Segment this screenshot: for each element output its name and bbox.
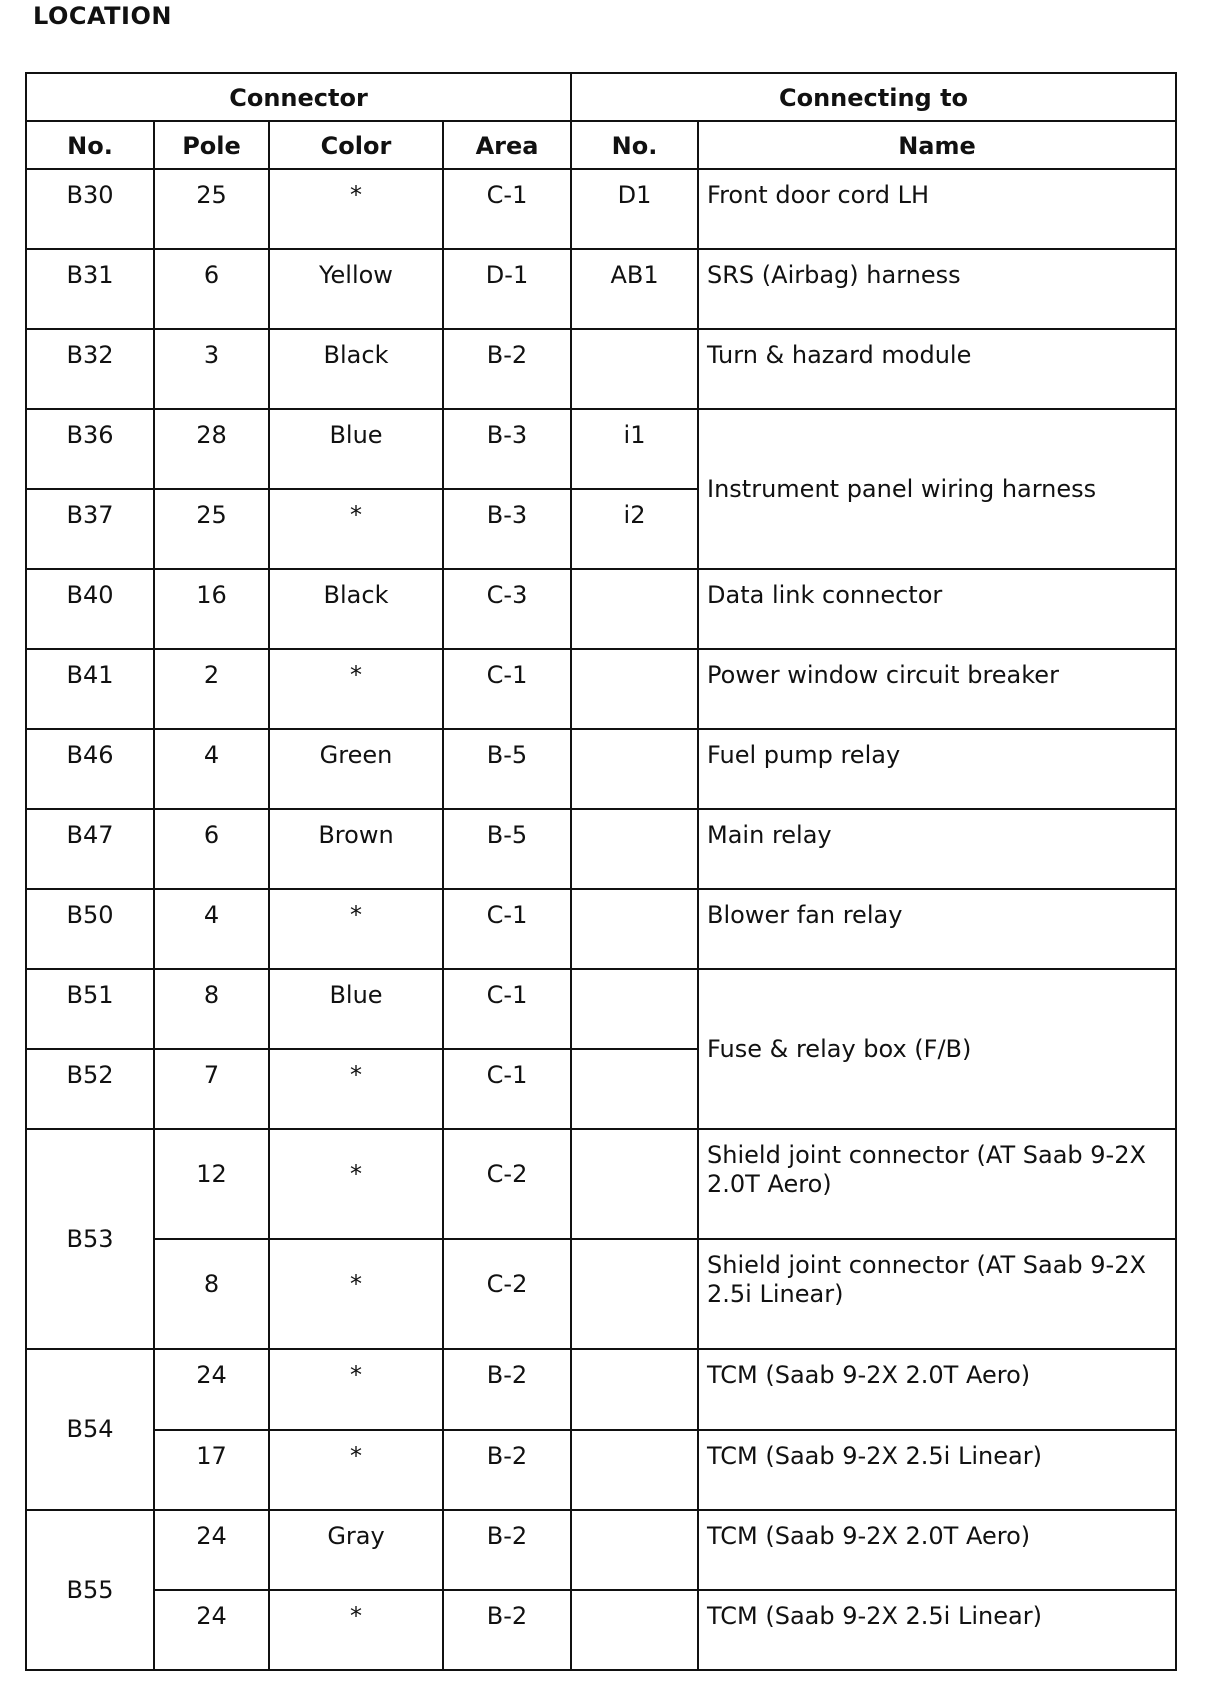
connector-table xyxy=(25,72,1177,1671)
cell-color: * xyxy=(269,649,443,729)
cell-area: B-5 xyxy=(443,809,571,889)
cell-no: B52 xyxy=(26,1049,154,1129)
cell-to-no xyxy=(571,1129,698,1239)
cell-color: * xyxy=(269,489,443,569)
cell-no: B40 xyxy=(26,569,154,649)
cell-to-no xyxy=(571,809,698,889)
cell-area: B-2 xyxy=(443,1349,571,1430)
cell-no: B37 xyxy=(26,489,154,569)
table-row xyxy=(26,809,1176,889)
cell-name: Front door cord LH xyxy=(698,169,1176,249)
table-row xyxy=(26,1590,1176,1670)
group-header-connecting-to: Connecting to xyxy=(571,73,1176,121)
cell-name: Instrument panel wiring harness xyxy=(698,409,1176,569)
cell-no: B46 xyxy=(26,729,154,809)
column-header-pole: Pole xyxy=(154,121,269,169)
cell-color: Black xyxy=(269,569,443,649)
cell-no: B55 xyxy=(26,1510,154,1670)
table-row xyxy=(26,889,1176,969)
cell-pole: 16 xyxy=(154,569,269,649)
cell-no: B36 xyxy=(26,409,154,489)
cell-name: TCM (Saab 9-2X 2.5i Linear) xyxy=(698,1590,1176,1670)
cell-color: Blue xyxy=(269,409,443,489)
table-row xyxy=(26,969,1176,1049)
cell-area: C-2 xyxy=(443,1129,571,1239)
cell-name: Data link connector xyxy=(698,569,1176,649)
cell-to-no xyxy=(571,1510,698,1590)
cell-pole: 4 xyxy=(154,889,269,969)
cell-color: Black xyxy=(269,329,443,409)
cell-area: C-1 xyxy=(443,969,571,1049)
cell-pole: 6 xyxy=(154,249,269,329)
cell-no: B30 xyxy=(26,169,154,249)
cell-pole: 25 xyxy=(154,489,269,569)
table-row xyxy=(26,1510,1176,1590)
cell-pole: 3 xyxy=(154,329,269,409)
table-row xyxy=(26,1239,1176,1349)
cell-name: Fuel pump relay xyxy=(698,729,1176,809)
cell-area: C-2 xyxy=(443,1239,571,1349)
page-title: LOCATION xyxy=(33,2,172,30)
cell-pole: 24 xyxy=(154,1510,269,1590)
cell-pole: 12 xyxy=(154,1129,269,1239)
cell-to-no xyxy=(571,889,698,969)
cell-color: * xyxy=(269,1590,443,1670)
group-header-row xyxy=(26,73,1176,121)
cell-to-no xyxy=(571,1239,698,1349)
cell-name: SRS (Airbag) harness xyxy=(698,249,1176,329)
cell-area: B-3 xyxy=(443,409,571,489)
table-row xyxy=(26,1129,1176,1239)
cell-name: Fuse & relay box (F/B) xyxy=(698,969,1176,1129)
table-row xyxy=(26,409,1176,489)
cell-color: * xyxy=(269,1239,443,1349)
cell-area: B-3 xyxy=(443,489,571,569)
cell-color: * xyxy=(269,1430,443,1510)
cell-pole: 2 xyxy=(154,649,269,729)
cell-area: C-1 xyxy=(443,169,571,249)
cell-no: B54 xyxy=(26,1349,154,1510)
cell-pole: 28 xyxy=(154,409,269,489)
column-header-no: No. xyxy=(26,121,154,169)
cell-color: Gray xyxy=(269,1510,443,1590)
group-header-connector: Connector xyxy=(26,73,571,121)
cell-pole: 4 xyxy=(154,729,269,809)
column-header-row xyxy=(26,121,1176,169)
cell-area: C-1 xyxy=(443,649,571,729)
column-header-color: Color xyxy=(269,121,443,169)
cell-no: B32 xyxy=(26,329,154,409)
cell-color: * xyxy=(269,169,443,249)
cell-pole: 24 xyxy=(154,1349,269,1430)
cell-name: Shield joint connector (AT Saab 9-2X 2.0T Aero) xyxy=(698,1129,1176,1239)
cell-no: B47 xyxy=(26,809,154,889)
cell-no: B50 xyxy=(26,889,154,969)
cell-to-no xyxy=(571,1349,698,1430)
cell-area: C-1 xyxy=(443,889,571,969)
table-row xyxy=(26,329,1176,409)
column-header-area: Area xyxy=(443,121,571,169)
cell-to-no xyxy=(571,1430,698,1510)
cell-pole: 8 xyxy=(154,969,269,1049)
cell-name: Power window circuit breaker xyxy=(698,649,1176,729)
cell-to-no xyxy=(571,969,698,1049)
cell-to-no xyxy=(571,1590,698,1670)
cell-to-no: D1 xyxy=(571,169,698,249)
column-header-to-no: No. xyxy=(571,121,698,169)
column-header-to-name: Name xyxy=(698,121,1176,169)
cell-to-no: i2 xyxy=(571,489,698,569)
cell-to-no xyxy=(571,1049,698,1129)
cell-pole: 17 xyxy=(154,1430,269,1510)
cell-name: TCM (Saab 9-2X 2.0T Aero) xyxy=(698,1510,1176,1590)
cell-area: D-1 xyxy=(443,249,571,329)
cell-color: Green xyxy=(269,729,443,809)
cell-pole: 6 xyxy=(154,809,269,889)
cell-pole: 7 xyxy=(154,1049,269,1129)
cell-area: B-2 xyxy=(443,329,571,409)
cell-area: B-2 xyxy=(443,1430,571,1510)
cell-name: TCM (Saab 9-2X 2.5i Linear) xyxy=(698,1430,1176,1510)
cell-area: B-2 xyxy=(443,1510,571,1590)
cell-name: Blower fan relay xyxy=(698,889,1176,969)
cell-to-no xyxy=(571,649,698,729)
cell-no: B41 xyxy=(26,649,154,729)
cell-to-no: AB1 xyxy=(571,249,698,329)
cell-name: Main relay xyxy=(698,809,1176,889)
cell-color: Brown xyxy=(269,809,443,889)
table-row xyxy=(26,729,1176,809)
cell-name: TCM (Saab 9-2X 2.0T Aero) xyxy=(698,1349,1176,1430)
cell-no: B53 xyxy=(26,1129,154,1349)
cell-pole: 25 xyxy=(154,169,269,249)
cell-color: Yellow xyxy=(269,249,443,329)
table-row xyxy=(26,649,1176,729)
cell-no: B31 xyxy=(26,249,154,329)
cell-name: Turn & hazard module xyxy=(698,329,1176,409)
table-row xyxy=(26,249,1176,329)
cell-color: * xyxy=(269,1349,443,1430)
cell-pole: 24 xyxy=(154,1590,269,1670)
cell-color: * xyxy=(269,1129,443,1239)
cell-area: C-1 xyxy=(443,1049,571,1129)
cell-no: B51 xyxy=(26,969,154,1049)
cell-to-no xyxy=(571,729,698,809)
cell-area: B-2 xyxy=(443,1590,571,1670)
cell-pole: 8 xyxy=(154,1239,269,1349)
cell-name: Shield joint connector (AT Saab 9-2X 2.5i Linear) xyxy=(698,1239,1176,1349)
table-row xyxy=(26,1349,1176,1430)
table-row xyxy=(26,169,1176,249)
cell-color: * xyxy=(269,889,443,969)
table-row xyxy=(26,569,1176,649)
cell-area: C-3 xyxy=(443,569,571,649)
table-row xyxy=(26,1430,1176,1510)
cell-to-no xyxy=(571,329,698,409)
cell-area: B-5 xyxy=(443,729,571,809)
cell-to-no: i1 xyxy=(571,409,698,489)
cell-to-no xyxy=(571,569,698,649)
cell-color: Blue xyxy=(269,969,443,1049)
cell-color: * xyxy=(269,1049,443,1129)
